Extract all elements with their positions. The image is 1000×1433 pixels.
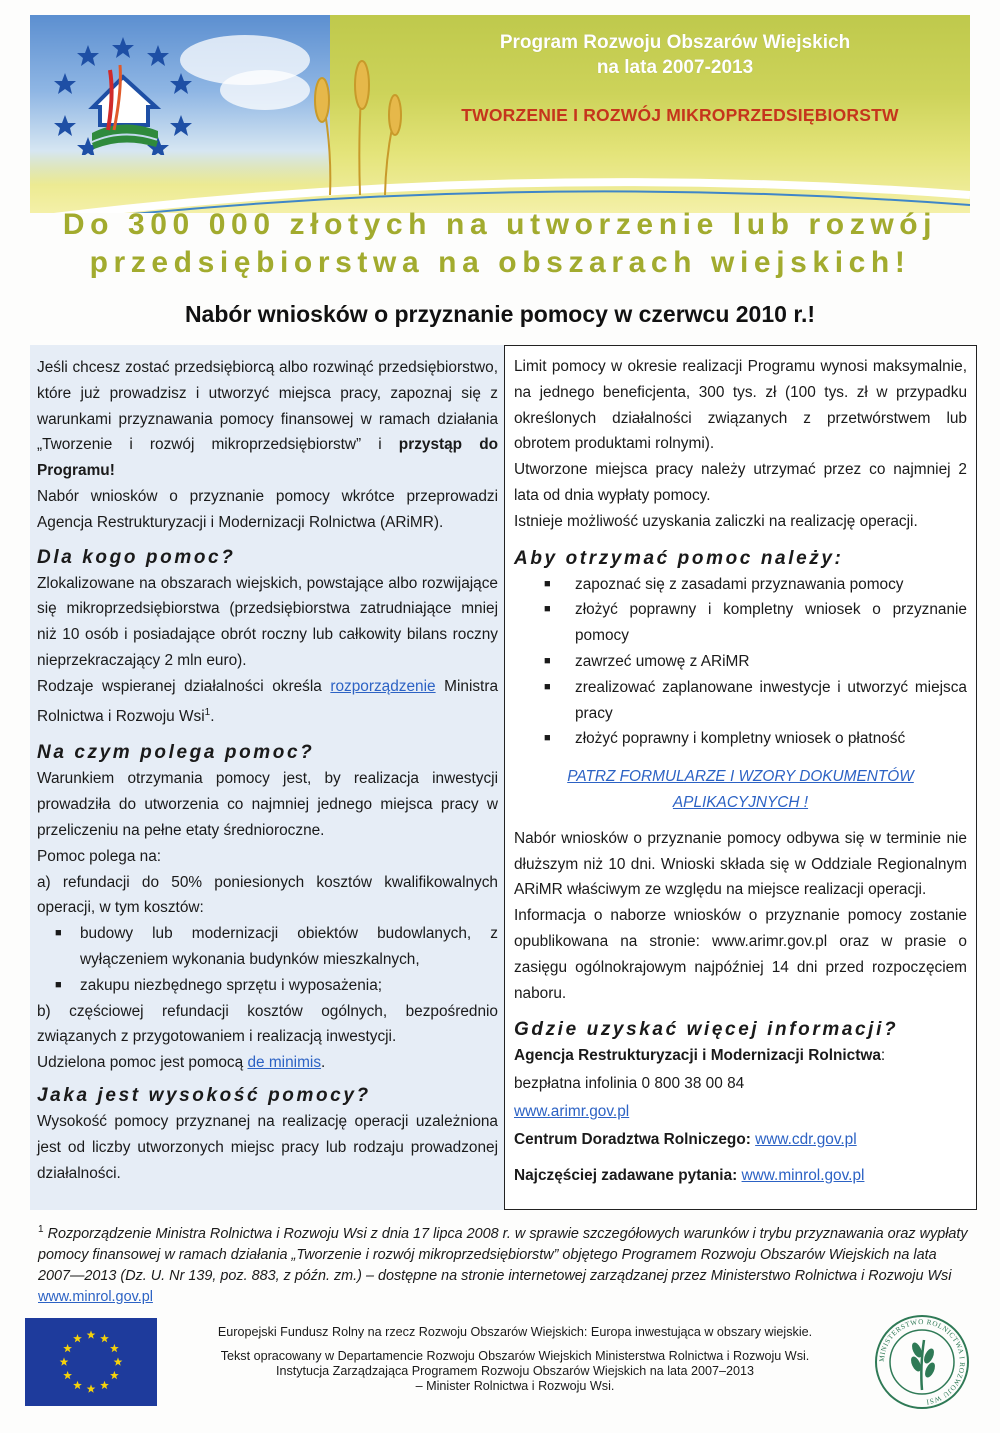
footnote-link[interactable]: www.minrol.gov.pl bbox=[38, 1288, 153, 1305]
de-minimis-paragraph: Udzielona pomoc jest pomocą de minimis. bbox=[37, 1054, 326, 1072]
left-column bbox=[30, 345, 504, 1210]
cdr-line: Centrum Doradztwa Rolniczego: www.cdr.gov.pl bbox=[514, 1130, 857, 1148]
headline-line-1: Do 300 000 złotych na utworzenie lub rozwój bbox=[62, 208, 938, 241]
program-title: Program Rozwoju Obszarów Wiejskich na lata 2007-2013 bbox=[499, 32, 851, 78]
minrol-link[interactable]: www.minrol.gov.pl bbox=[741, 1166, 865, 1184]
call-for-applications-title: Nabór wniosków o przyznanie pomocy w czerwcu 2010 r.! bbox=[184, 301, 816, 327]
section-title-amount: Jaka jest wysokość pomocy? bbox=[37, 1085, 371, 1107]
jobs-paragraph: Utworzone miejsca pracy należy utrzymać przez co najmniej 2 lata od dnia wypłaty pomocy. bbox=[514, 461, 967, 504]
list-item: ■ zapoznać się z zasadami przyznawania pomocy bbox=[544, 575, 904, 593]
list-item: ■ zakupu niezbędnego sprzętu i wyposażenia; bbox=[55, 976, 383, 994]
aid-option-a: a) refundacji do 50% poniesionych kosztów kwalifikowalnych operacji, w tym kosztów: bbox=[37, 873, 498, 917]
footnote-number: 1 bbox=[38, 1224, 44, 1235]
aid-consists-label: Pomoc polega na: bbox=[37, 847, 162, 865]
faq-line: Najczęściej zadawane pytania: www.minrol.gov.pl bbox=[514, 1166, 865, 1184]
regulation-link[interactable]: rozporządzenie bbox=[330, 677, 436, 695]
section-title-more-info: Gdzie uzyskać więcej informacji? bbox=[514, 1019, 899, 1041]
list-item: ■ budowy lub modernizacji obiektów budowlanych, z wyłączeniem wykonania budynków mieszkalnych, bbox=[55, 925, 498, 969]
arimr-link[interactable]: www.arimr.gov.pl bbox=[514, 1102, 630, 1120]
limit-paragraph: Limit pomocy w okresie realizacji Programu wynosi maksymalnie, na jednego beneficjenta, 300 tys. zł (100 tys. zł w przypadku określonych działalności związanych z przetwórstwem lub obrotem produktami rolnymi). bbox=[514, 358, 967, 453]
header-banner bbox=[30, 15, 970, 213]
de-minimis-link[interactable]: de minimis bbox=[247, 1054, 322, 1072]
footnote bbox=[38, 1219, 968, 1308]
intro-paragraph: Jeśli chcesz zostać przedsiębiorcą albo rozwinąć przedsiębiorstwo, które już prowadzisz i utworzyć miejsca pracy, zapoznaj się z warunkami przyznawania pomocy finansowej w ramach działania „Tworzenie i rozwój mikroprzedsiębiorstw” i przystąp do Programu! bbox=[37, 359, 498, 480]
join-program-text: przystąp do Programu! bbox=[37, 436, 498, 480]
hotline-line: bezpłatna infolinia 0 800 38 00 84 bbox=[514, 1075, 745, 1093]
eu-flag-icon bbox=[25, 1318, 157, 1406]
cdr-link[interactable]: www.cdr.gov.pl bbox=[755, 1130, 857, 1148]
agency-line: Agencja Restrukturyzacji i Modernizacji Rolnictwa: bbox=[514, 1047, 886, 1065]
banner-swoosh bbox=[30, 165, 970, 213]
list-item: ■ zrealizować zaplanowane inwestycje i utworzyć miejsca pracy bbox=[544, 678, 967, 722]
footer-authority-line: Instytucja Zarządzająca Programem Rozwoju Obszarów Wiejskich na lata 2007–2013 bbox=[275, 1364, 755, 1378]
section-title-what: Na czym polega pomoc? bbox=[37, 742, 315, 764]
steps-list bbox=[514, 572, 967, 753]
intro-paragraph-2: Nabór wniosków o przyznanie pomocy wkrótce przeprowadzi Agencja Restrukturyzacji i Modernizacji Rolnictwa (ARiMR). bbox=[37, 487, 498, 531]
condition-paragraph: Warunkiem otrzymania pomocy jest, by realizacja inwestycji prowadziła do utworzenia co najmniej jednego miejsca pracy w przeliczeniu na pełne etaty średnioroczne. bbox=[37, 770, 498, 840]
program-subtitle: TWORZENIE I ROZWÓJ MIKROPRZEDSIĘBIORSTW bbox=[461, 105, 899, 125]
cost-list bbox=[37, 921, 498, 998]
ministry-seal-icon bbox=[872, 1312, 972, 1412]
footer-minister-line: – Minister Rolnictwa i Rozwoju Wsi. bbox=[415, 1379, 615, 1393]
right-column bbox=[504, 345, 977, 1210]
section-title-how-to-get: Aby otrzymać pomoc należy: bbox=[514, 547, 844, 569]
list-item: ■ zawrzeć umowę z ARiMR bbox=[544, 652, 750, 670]
headline-line-2: przedsiębiorstwa na obszarach wiejskich! bbox=[89, 246, 911, 279]
section-title-who: Dla kogo pomoc? bbox=[37, 546, 236, 568]
list-item: ■ złożyć poprawny i kompletny wniosek o przyznanie pomocy bbox=[544, 601, 967, 645]
aid-option-b: b) częściowej refundacji kosztów ogólnych, bezpośrednio związanych z przygotowaniem i realizacją inwestycji. bbox=[37, 1002, 498, 1046]
footer bbox=[170, 1325, 860, 1394]
seal-text: MINISTERSTWO ROLNICTWA I ROZWOJU WSI bbox=[877, 1317, 967, 1406]
footnote-text: Rozporządzenie Ministra Rolnictwa i Rozwoju Wsi z dnia 17 lipca 2008 r. w sprawie szczegółowych warunków i trybu przyznawania oraz wypłaty pomocy finansowej w ramach działania „Tworzenie i rozwój mikroprzedsiębiorstw” objętego Programem Rozwoju Obszarów Wiejskich na lata 2007—2013 (Dz. U. Nr 139, poz. 883, z późn. zm.) – dostępne na stronie internetowej zarządzanej przez Ministerstwo Rolnictwa i Rozwoju Wsi bbox=[38, 1225, 968, 1284]
arimr-link-line bbox=[514, 1099, 967, 1125]
list-item: ■ złożyć poprawny i kompletny wniosek o płatność bbox=[544, 730, 906, 748]
activity-types-paragraph: Rodzaje wspieranej działalności określa rozporządzenie Ministra Rolnictwa i Rozwoju Wsi$^1$. bbox=[37, 677, 499, 725]
who-paragraph: Zlokalizowane na obszarach wiejskich, powstające albo rozwijające się mikroprzedsiębiorstwa (przedsiębiorstwa zatrudniające mniej niż 10 osób i posiadające obrót roczny lub całkowity bilans roczny nieprzekraczający 2 mln euro). bbox=[37, 574, 498, 669]
forms-link[interactable]: PATRZ FORMULARZE I WZORY DOKUMENTÓW APLIKACYJNYCH ! bbox=[567, 768, 914, 811]
footer-dept-line: Tekst opracowany w Departamencie Rozwoju Obszarów Wiejskich Ministerstwa Rolnictwa i Rozwoju Wsi. bbox=[220, 1349, 810, 1363]
amount-paragraph: Wysokość pomocy przyznanej na realizację operacji uzależniona jest od liczby utworzonych miejsc pracy lub rodzaju prowadzonej działalności. bbox=[37, 1113, 498, 1182]
prow-logo bbox=[48, 35, 198, 155]
publication-paragraph: Informacja o naborze wniosków o przyznanie pomocy zostanie opublikowana na stronie: www.arimr.gov.pl oraz w prasie o zasięgu ogólnokrajowym najpóźniej 14 dni przed rozpoczęciem naboru. bbox=[514, 907, 967, 1002]
deadline-paragraph: Nabór wniosków o przyznanie pomocy odbywa się w terminie nie dłuższym niż 10 dni. Wnioski składa się w Oddziale Regionalnym ARiMR właściwym ze względu na miejsce realizacji operacji. bbox=[514, 829, 967, 899]
advance-paragraph: Istnieje możliwość uzyskania zaliczki na realizację operacji. bbox=[514, 512, 918, 530]
footer-fund-line: Europejski Fundusz Rolny na rzecz Rozwoju Obszarów Wiejskich: Europa inwestująca w obszary wiejskie. bbox=[217, 1325, 813, 1339]
